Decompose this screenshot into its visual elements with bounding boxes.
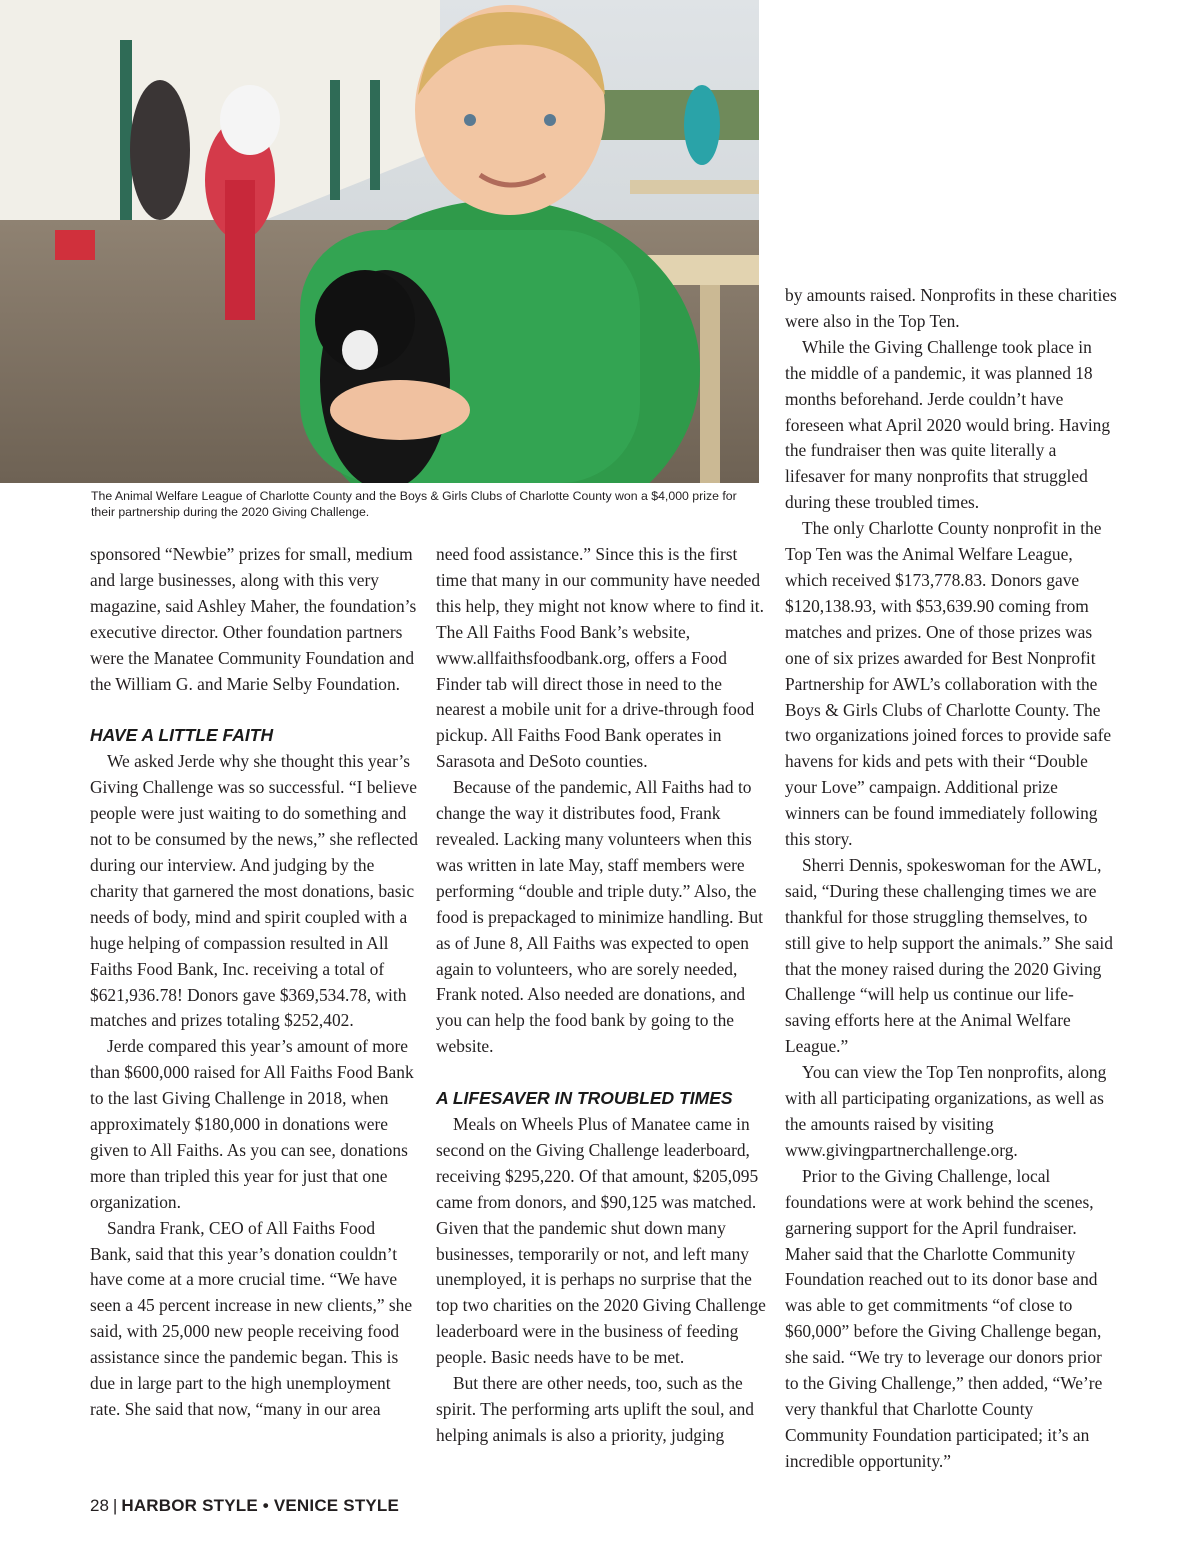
column-3-paragraph: Sherri Dennis, spokeswoman for the AWL, said, “During these challenging times we are thankful for those struggling themselves, to still give to help support the animals.” She said that the money raised during the 2020 Giving Challenge “will help us continue our life-saving efforts here at the Animal Welfare League.” [785,854,1113,1057]
column-2-paragraph: Meals on Wheels Plus of Manatee came in second on the Giving Challenge leaderboard, receiving $295,220. Of that amount, $205,095 came from donors, and $90,125 was matched. Given that the pandemic shut down many businesses, temporarily or not, and left many unemployed, it is perhaps no surprise that the top two charities on the 2020 Giving Challenge leaderboard were in the business of feeding people. Basic needs have to be met. [436,1114,766,1368]
article-column-1 [90,542,420,1423]
footer-separator: | [112,1496,118,1515]
column-3-paragraph: Prior to the Giving Challenge, local foundations were at work behind the scenes, garnering support for the April fundraiser. Maher said that the Charlotte Community Foundation reached out to its donor base and was able to get commitments “of close to $60,000” before the Giving Challenge began, she said. “We try to leverage our donors prior to the Giving Challenge,” then added, “We’re very thankful that Charlotte County Community Foundation participated; it’s an incredible opportunity.” [785,1165,1103,1471]
page-number: 28 [90,1496,109,1515]
section-heading-lifesaver: A LIFESAVER IN TROUBLED TIMES [436,1088,733,1109]
article-column-3 [785,283,1117,1475]
column-2-paragraph: Because of the pandemic, All Faiths had to change the way it distributes food, Frank revealed. Lacking many volunteers when this was written in late May, staff members were performing “double and triple duty.” Also, the food is prepackaged to minimize handling. But as of June 8, All Faiths was expected to open again to volunteers, who are sorely needed, Frank noted. Also needed are donations, and you can help the food bank by going to the website. [436,777,763,1057]
column-1-paragraph: We asked Jerde why she thought this year’s Giving Challenge was so successful. “I believe people were just waiting to do something and not to be consumed by the news,” she reflected during our interview. And judging by the charity that garnered the most donations, basic needs of body, mind and spirit coupled with a huge helping of compassion resulted in All Faiths Food Bank, Inc. receiving a total of $621,936.78! Donors gave $369,534.78, with matches and prizes totaling $252,402. [90,751,418,1031]
photo-caption: The Animal Welfare League of Charlotte County and the Boys & Girls Clubs of Charlotte County won a $4,000 prize for their partnership during the 2020 Giving Challenge. [91,489,737,519]
column-3-paragraph: While the Giving Challenge took place in the middle of a pandemic, it was planned 18 months beforehand. Jerde couldn’t have foreseen what April 2020 would bring. Having the fundraiser then was quite literally a lifesaver for many nonprofits that struggled during these troubled times. [785,336,1111,513]
column-2-paragraph: But there are other needs, too, such as the spirit. The performing arts uplift the soul, and helping animals is also a priority, judging [436,1373,754,1445]
column-3-paragraph: You can view the Top Ten nonprofits, along with all participating organizations, as well as the amounts raised by visiting www.givingpartnerchallenge.org. [785,1062,1107,1160]
publication-name: HARBOR STYLE • VENICE STYLE [121,1496,400,1515]
column-1-paragraph: Sandra Frank, CEO of All Faiths Food Bank, said that this year’s donation couldn’t have come at a more crucial time. “We have seen a 45 percent increase in new clients,” she said, with 25,000 new people receiving food assistance since the pandemic began. This is due in large part to the high unemployment rate. She said that now, “many in our area [90,1217,413,1419]
page-footer [90,1495,399,1517]
section-heading-have-a-little-faith: HAVE A LITTLE FAITH [90,725,274,746]
feature-photo [0,0,759,483]
column-1-paragraph: Jerde compared this year’s amount of more than $600,000 raised for All Faiths Food Bank to the last Giving Challenge in 2018, when approximately $180,000 in donations were given to All Faiths. As you can see, donations more than tripled this year for just that one organization. [90,1036,414,1212]
column-1-paragraph: sponsored “Newbie” prizes for small, medium and large businesses, along with this very magazine, said Ashley Maher, the foundation’s executive director. Other foundation partners were the Manatee Community Foundation and the William G. and Marie Selby Foundation. [90,544,417,694]
column-3-paragraph: The only Charlotte County nonprofit in the Top Ten was the Animal Welfare League, which received $173,778.83. Donors gave $120,138.93, with $53,639.90 coming from matches and prizes. One of those prizes was one of six prizes awarded for Best Nonprofit Partnership for AWL’s collaboration with the Boys & Girls Clubs of Charlotte County. The two organizations joined forces to provide safe havens for kids and pets with their “Double your Love” campaign. Additional prize winners can be found immediately following this story. [785,518,1112,850]
article-column-2 [436,542,766,1449]
boy-with-puppy-photo [0,0,759,483]
column-3-paragraph: by amounts raised. Nonprofits in these charities were also in the Top Ten. [785,285,1117,331]
column-2-paragraph: need food assistance.” Since this is the first time that many in our community have needed this help, they might not know where to find it. The All Faiths Food Bank’s website, www.allfaithsfoodbank.org, offers a Food Finder tab will direct those in need to the nearest a mobile unit for a drive-through food pickup. All Faiths Food Bank operates in Sarasota and DeSoto counties. [436,544,764,772]
